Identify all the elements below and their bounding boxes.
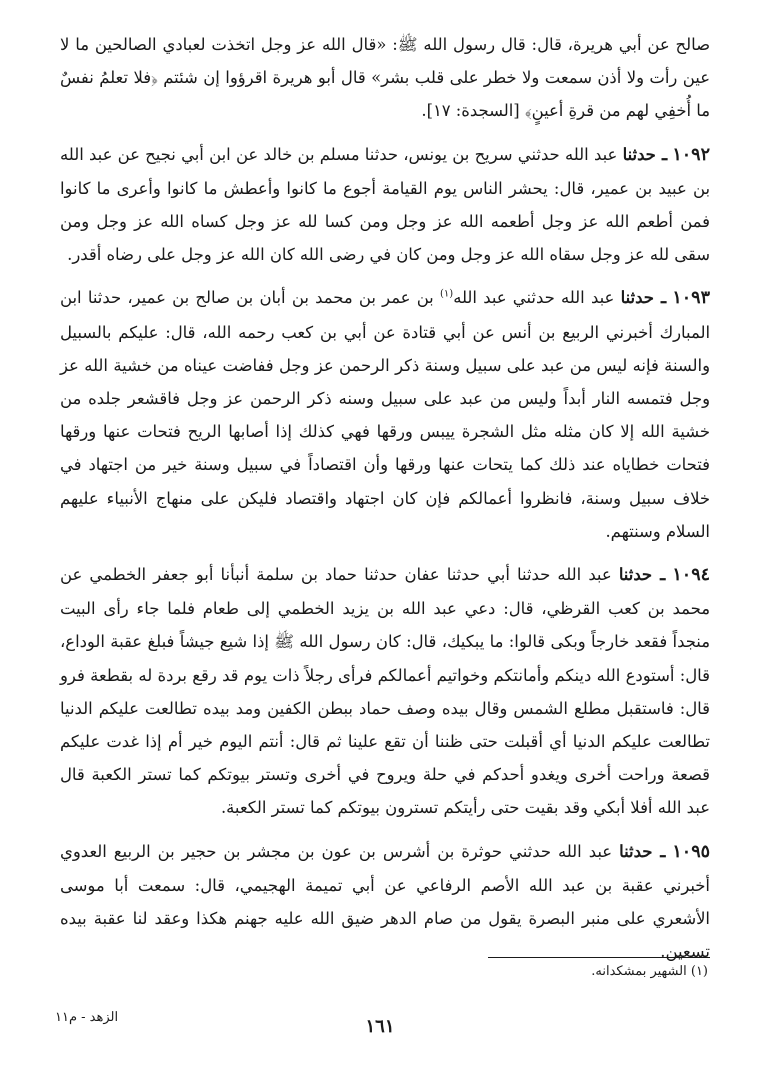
hadith-number: ١٠٩٥	[672, 841, 710, 862]
hadith-1094: ١٠٩٤ ـ حدثنا عبد الله حدثنا أبي حدثنا عفان حدثنا حماد بن سلمة أنبأنا أبو جعفر الخطمي عن محمد بن كعب القرظي، قال: دعي عبد الله بن يزيد الخطمي إلى طعام فلما جاء رأى البيت منجداً فقعد خارجاً وبكى قالوا: ما يبكيك، قال: كان رسول الله ﷺ إذا شيع جيشاً فبلغ عقبة الوداع، قال: أستودع الله دينكم وأمانتكم وخواتيم أعمالكم فرأى رجلاً ذات يوم قد رقع بردة له بقطعة فرو قال: فاستقبل مطلع الشمس وقال بيده وصف حماد ببطن الكفين ومد بيده تطالعت عليكم الدنيا تطالعت عليكم الدنيا أي أقبلت حتى ظننا أن تقع علينا ثم قال: أنتم اليوم خير أم إذا غدت عليكم قصعة وراحت أخرى ويغدو أحدكم في حلة ويروح في أخرى وتستر بيوتكم كما تستر الكعبة قال عبد الله أفلا أبكي وقد بقيت حتى رأيتكم تسترون بيوتكم كما تستر الكعبة.	[60, 565, 710, 818]
hadith-lead: حدثنا	[618, 565, 653, 585]
printer-signature: الزهد - م١١	[55, 1010, 119, 1025]
paragraph-text: صالح عن أبي هريرة، قال: قال رسول الله ﷺ: «قال الله عز وجل اتخذت لعبادي الصالحين ما لا عين رأت ولا أذن سمعت ولا خطر على قلب بشر» قال أبو هريرة اقرؤوا إن شئتم ﴿فلا تعلمُ نفسٌ ما أُخفِي لهم من قرةِ أعينٍ﴾ [السجدة: ١٧].	[60, 35, 710, 121]
hadith-text: بن عمر بن محمد بن أبان بن صالح بن عمير، حدثنا ابن المبارك أخبرني الربيع بن أنس عن أبي قتادة عن أبي بن كعب رحمه الله، قال: عليكم بالسبيل والسنة فإنه ليس من عبد على سبيل وسنة ذكر الرحمن عز وجل ففاضت عيناه من خشية الله عز وجل فتمسه النار أبداً وليس من عبد على سبيل وسنه ذكر الرحمن عز وجل فاقشعر جلده من خشية الله إلا كان مثله مثل الشجرة ييبس ورقها فهي كذلك إذا أصابها الريح فتحات عنها ورقها فتحات خطاياه عند ذلك كما يتحات عنها ورقها وأن اقتصاداً في سبيل وسنة خير من اجتهاد في خلاف سبيل وسنة، فانظروا أعمالكم فإن كان اجتهاد واقتصاد فليكن على منهاج الأنبياء عليهم السلام وسنتهم.	[60, 288, 710, 541]
page-number: ١٦١	[365, 1016, 395, 1037]
paragraph-intro	[60, 28, 710, 128]
footnote-divider	[488, 957, 710, 958]
page-body	[60, 28, 710, 968]
hadith-lead: حدثنا	[620, 288, 654, 308]
hadith-number: ١٠٩٤	[672, 565, 710, 586]
hadith-1092: ١٠٩٢ ـ حدثنا عبد الله حدثني سريح بن يونس، حدثنا مسلم بن خالد عن ابن أبي نجيح عن عبد الله بن عبيد بن عمير، قال: يحشر الناس يوم القيامة أجوع ما كانوا وأعطش ما كانوا وأعرى ما كانوا فمن أطعم الله عز وجل أطعمه الله عز وجل ومن كسا لله عز وجل كساه الله عز وجل ومن سقى لله عز وجل سقاه الله عز وجل ومن كان في رضى الله كان الله عز وجل على رضاه أقدر.	[60, 144, 710, 265]
hadith-number: ١٠٩٣	[672, 288, 710, 309]
hadith-text: عبد الله حدثني سريح بن يونس، حدثنا مسلم بن خالد عن ابن أبي نجيح عن عبد الله بن عبيد بن عمير، قال: يحشر الناس يوم القيامة أجوع ما كانوا وأعطش ما كانوا وأعرى ما كانوا فمن أطعم الله عز وجل أطعمه الله عز وجل ومن كسا لله عز وجل كساه الله عز وجل ومن سقى لله عز وجل سقاه الله عز وجل ومن كان في رضى الله كان الله عز وجل على رضاه أقدر.	[60, 144, 710, 265]
hadith-lead: حدثنا	[619, 841, 653, 861]
footnote-marker[interactable]: (١)	[440, 288, 454, 300]
hadith-1093: ١٠٩٣ ـ حدثنا عبد الله حدثني عبد الله$^{(١)}$ بن عمر بن محمد بن أبان بن صالح بن عمير، حدثنا ابن المبارك أخبرني الربيع بن أنس عن أبي قتادة عن أبي بن كعب رحمه الله، قال: عليكم بالسبيل والسنة فإنه ليس من عبد على سبيل وسنة ذكر الرحمن عز وجل ففاضت عيناه من خشية الله عز وجل فتمسه النار أبداً وليس من عبد على سبيل وسنه ذكر الرحمن عز وجل فاقشعر جلده من خشية الله إلا كان مثله مثل الشجرة ييبس ورقها فهي كذلك إذا أصابها الريح فتحات عنها ورقها فتحات خطاياه عند ذلك كما يتحات عنها ورقها وأن اقتصاداً في سبيل وسنة خير من اجتهاد في خلاف سبيل وسنة، فانظروا أعمالكم فإن كان اجتهاد واقتصاد فليكن على منهاج الأنبياء عليهم السلام وسنتهم.	[60, 288, 710, 541]
hadith-1095: ١٠٩٥ ـ حدثنا عبد الله حدثني حوثرة بن أشرس بن عون بن مجشر بن حجير بن الربيع العدوي أخبرني عقبة بن عبد الله الأصم الرفاعي عن أبي تميمة الهجيمي، قال: سمعت أبا موسى الأشعري على منبر البصرة يقول من صام الدهر ضيق الله عليه جهنم هكذا وعقد لنا عقبة بيده تسعين.	[60, 841, 710, 962]
hadith-text-before-note: عبد الله حدثني عبد الله	[453, 288, 615, 308]
hadith-lead: حدثنا	[622, 144, 656, 164]
hadith-text: عبد الله حدثني حوثرة بن أشرس بن عون بن مجشر بن حجير بن الربيع العدوي أخبرني عقبة بن عبد الله الأصم الرفاعي عن أبي تميمة الهجيمي، قال: سمعت أبا موسى الأشعري على منبر البصرة يقول من صام الدهر ضيق الله عليه جهنم هكذا وعقد لنا عقبة بيده تسعين.	[60, 841, 710, 962]
footnote: (١) الشهير بمشكدانه.	[591, 964, 708, 979]
hadith-text: عبد الله حدثنا أبي حدثنا عفان حدثنا حماد بن سلمة أنبأنا أبو جعفر الخطمي عن محمد بن كعب القرظي، قال: دعي عبد الله بن يزيد الخطمي إلى طعام فلما جاء رأى البيت منجداً فقعد خارجاً وبكى قالوا: ما يبكيك، قال: كان رسول الله ﷺ إذا شيع جيشاً فبلغ عقبة الوداع، قال: أستودع الله دينكم وأمانتكم وخواتيم أعمالكم فرأى رجلاً ذات يوم قد رقع بردة له بقطعة فرو قال: فاستقبل مطلع الشمس وقال بيده وصف حماد ببطن الكفين ومد بيده تطالعت عليكم الدنيا تطالعت عليكم الدنيا أي أقبلت حتى ظننا أن تقع علينا ثم قال: أنتم اليوم خير أم إذا غدت عليكم قصعة وراحت أخرى ويغدو أحدكم في حلة ويروح في أخرى وتستر بيوتكم كما تستر الكعبة قال عبد الله أفلا أبكي وقد بقيت حتى رأيتكم تسترون بيوتكم كما تستر الكعبة.	[60, 565, 710, 818]
hadith-number: ١٠٩٢	[672, 144, 710, 165]
